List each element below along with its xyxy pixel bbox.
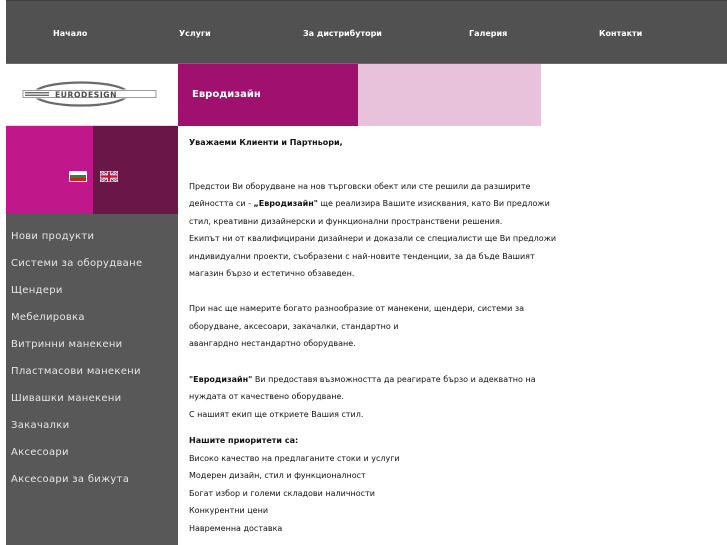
offer-line-3: С нашият екип ще откриете Вашия стил.: [189, 410, 364, 419]
main-content: [178, 126, 722, 545]
priority-item: Модерен дизайн, стил и функционалност: [189, 471, 366, 480]
menu-item-jewelry-accessories[interactable]: Аксесоари за бижута: [11, 474, 130, 485]
menu-item-window-mannequins[interactable]: Витринни манекени: [11, 339, 123, 350]
header-decor-block: [358, 64, 541, 126]
intro-line-2: дейността си - „Евродизайн" ще реализира Вашите изисквания, като Ви предложи: [189, 199, 550, 208]
top-navigation: [6, 0, 727, 64]
menu-item-tailor-mannequins[interactable]: Шивашки манекени: [11, 393, 122, 404]
brand-banner: [178, 64, 358, 126]
menu-item-hangers[interactable]: Закачалки: [11, 420, 70, 431]
priority-item: Богат избор и големи складови наличности: [189, 489, 375, 498]
range-line-2: оборудване, аксесоари, закачалки, стандартно и: [189, 322, 399, 331]
logo-text: EURODESIGN: [55, 90, 118, 100]
nav-services-link[interactable]: Услуги: [179, 29, 211, 38]
range-line-1: При нас ще намерите богато разнообразие от манекени, щендери, системи за: [189, 304, 524, 313]
offer-line-2: нуждата от качествено оборудване.: [189, 392, 344, 401]
language-panel-left: [6, 126, 93, 214]
priority-item: Конкурентни цени: [189, 506, 269, 515]
menu-item-accessories[interactable]: Аксесоари: [11, 447, 69, 458]
nav-distributors-link[interactable]: За дистрибутори: [303, 29, 382, 38]
intro-line-6: магазин бързо и естетично обзаведен.: [189, 269, 355, 278]
intro-line-5: индивидуални проекти, съобразени с най-новите тенденции, за да бъде Вашият: [189, 252, 535, 261]
intro-line-4: Екипът ни от квалифицирани дизайнери и доказали се специалисти ще Ви предложи: [189, 234, 557, 243]
range-line-3: авангардно нестандартно оборудване.: [189, 339, 356, 348]
menu-item-racks[interactable]: Щендери: [11, 285, 63, 296]
greeting-heading: Уважаеми Клиенти и Партньори,: [189, 138, 343, 147]
product-menu: [6, 214, 178, 545]
nav-home-link[interactable]: Начало: [53, 29, 88, 38]
intro-line-3: стил, креативни дизайнерски и функционални пространствени решения.: [189, 217, 503, 226]
priorities-title: Нашите приоритети са:: [189, 436, 299, 445]
intro-line-1: Предстои Ви оборудване на нов търговски обект или сте решили да разширите: [189, 182, 531, 191]
priority-item: Навременна доставка: [189, 524, 283, 533]
eurodesign-logo[interactable]: [21, 81, 158, 107]
brand-inline: „Евродизайн": [253, 199, 318, 208]
nav-gallery-link[interactable]: Галерия: [469, 29, 508, 38]
menu-item-plastic-mannequins[interactable]: Пластмасови манекени: [11, 366, 141, 377]
flag-bulgaria-icon[interactable]: [69, 171, 87, 182]
flag-uk-icon[interactable]: [100, 171, 118, 182]
brand-inline: "Евродизайн": [189, 375, 253, 384]
brand-title: Евродизайн: [192, 89, 261, 100]
menu-item-equipment-systems[interactable]: Системи за оборудване: [11, 258, 143, 269]
offer-line-1: "Евродизайн" Ви предоставя възможността да реагирате бързо и адекватно на: [189, 375, 536, 384]
language-panel-right: [93, 126, 178, 214]
menu-item-furniture[interactable]: Мебелировка: [11, 312, 85, 323]
logo-area: [6, 64, 178, 126]
menu-item-new-products[interactable]: Нови продукти: [11, 231, 95, 242]
nav-contacts-link[interactable]: Контакти: [599, 29, 643, 38]
priority-item: Високо качество на предлаганите стоки и услуги: [189, 454, 400, 463]
